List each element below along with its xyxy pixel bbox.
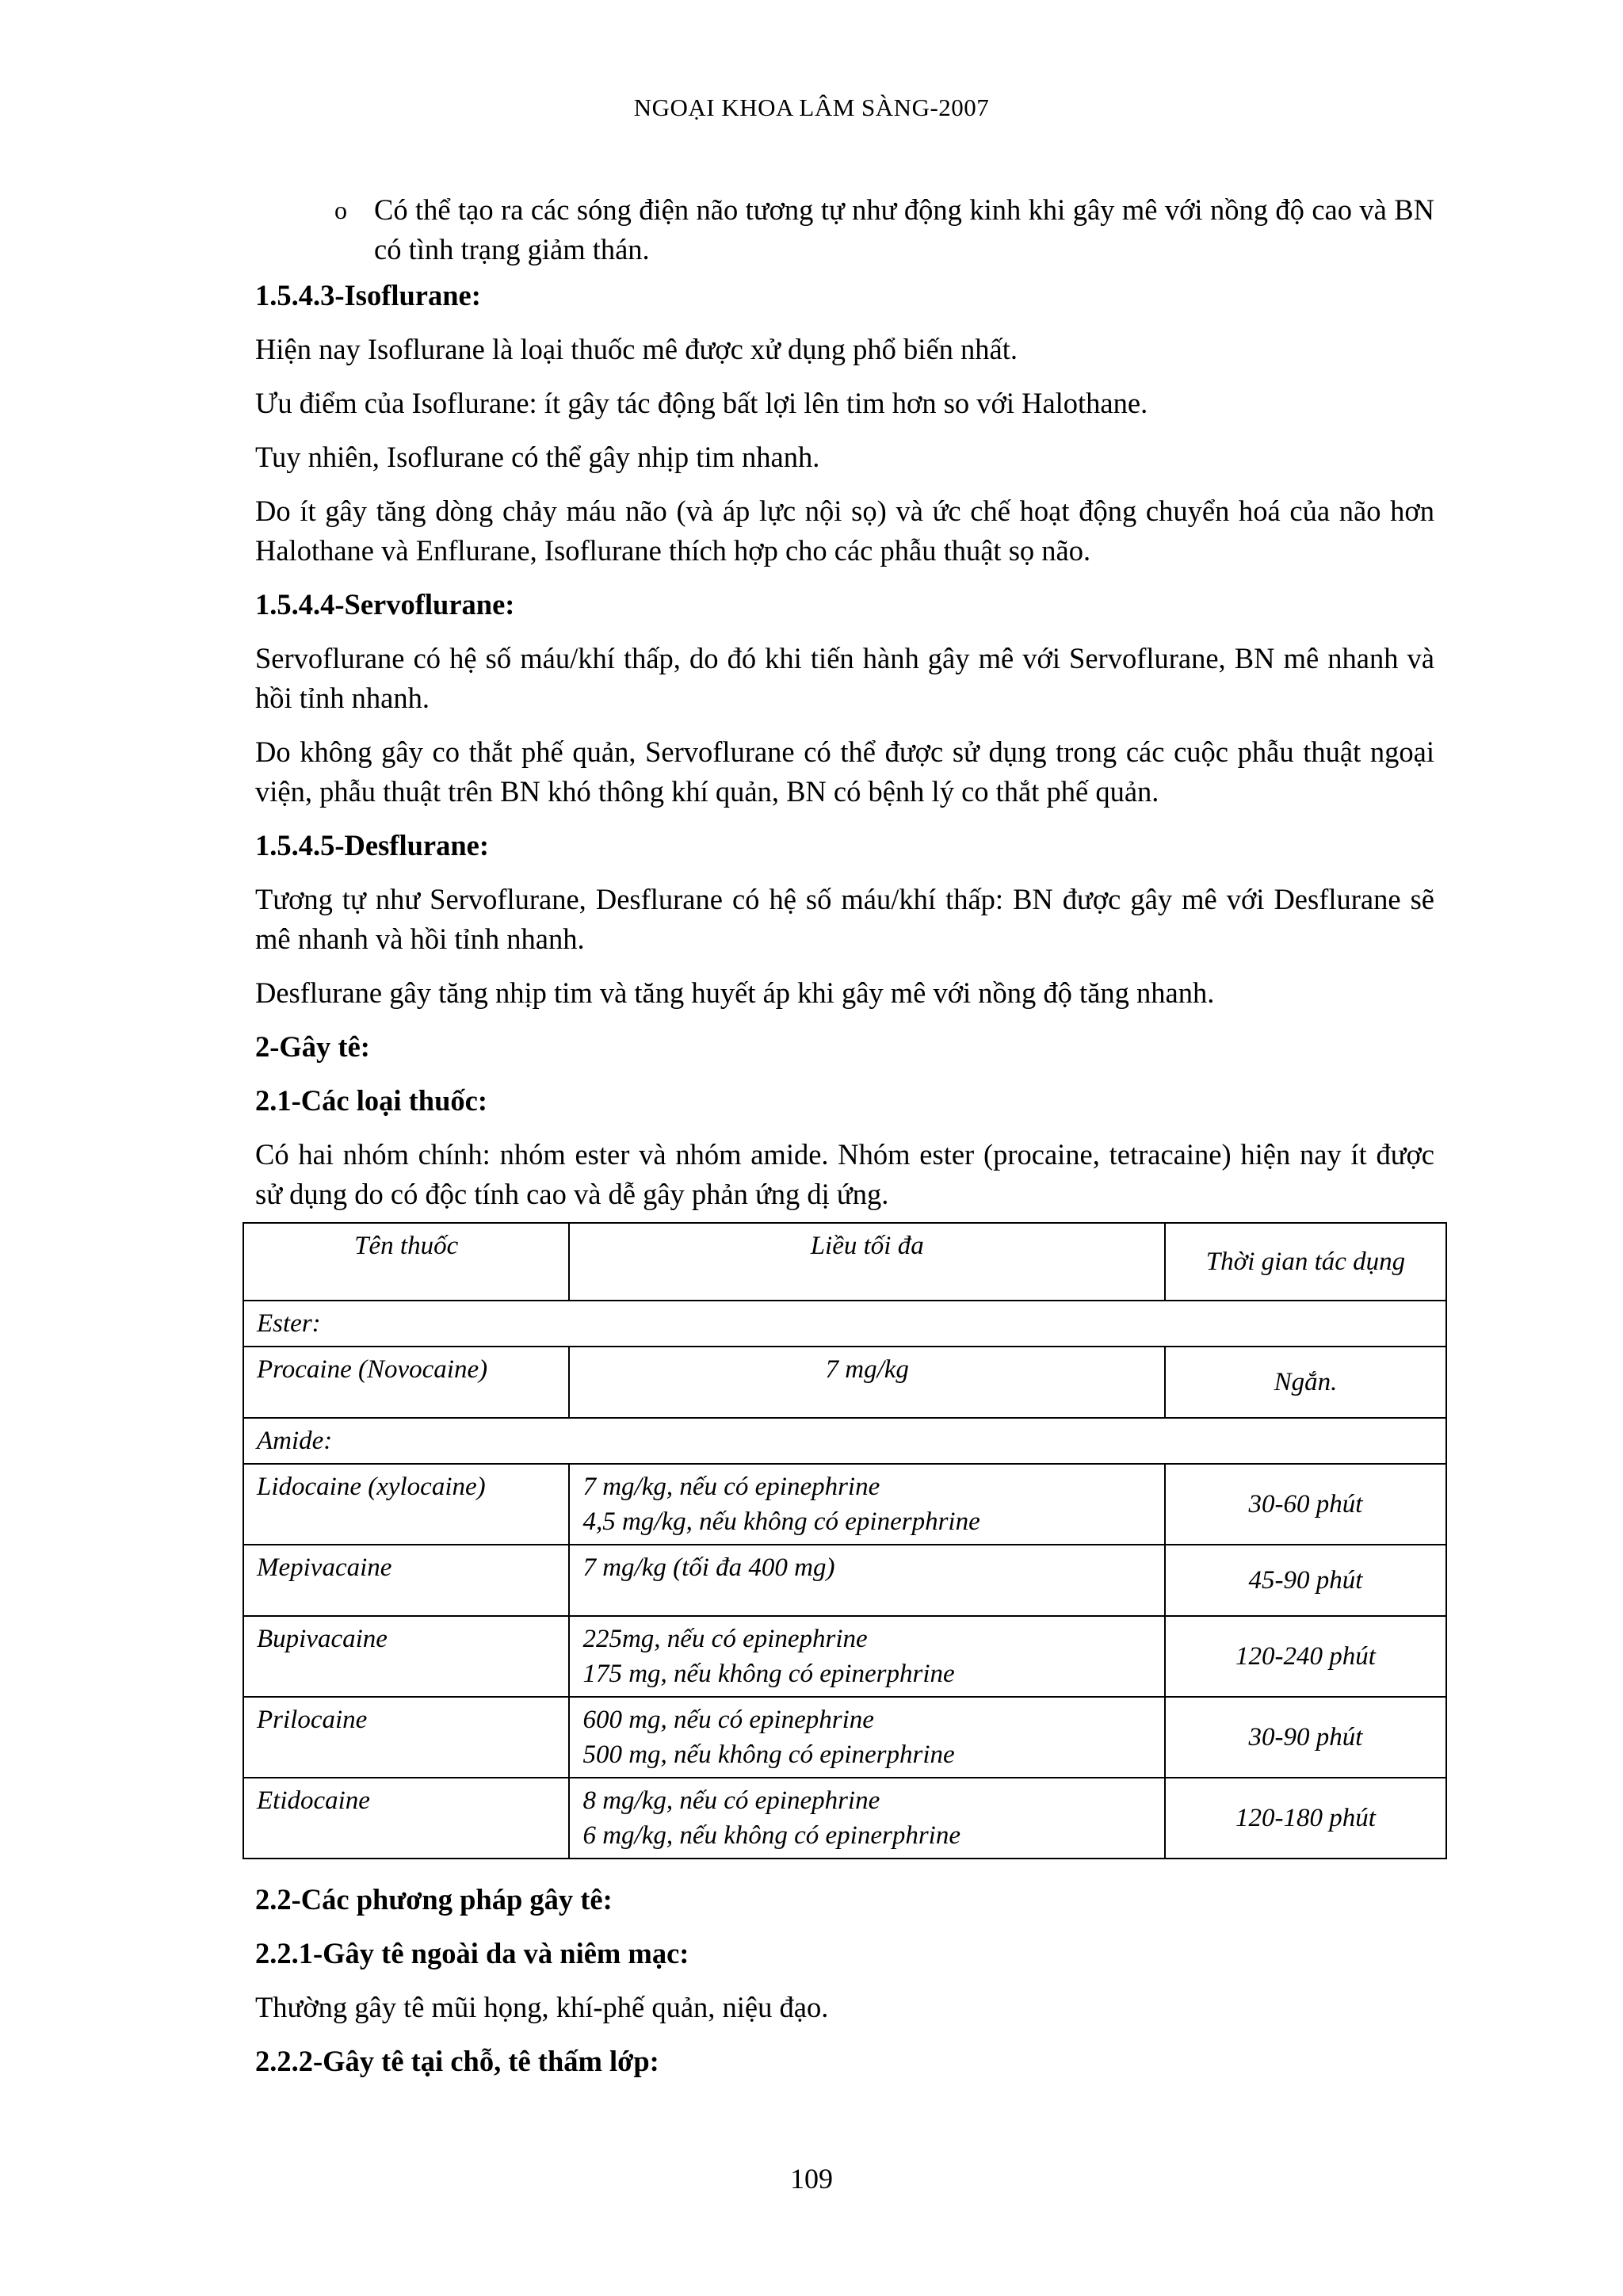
header-drug-name: Tên thuốc — [243, 1223, 569, 1301]
drug-duration: Ngắn. — [1165, 1347, 1446, 1418]
table-header-row — [243, 1223, 1446, 1301]
table-row — [243, 1697, 1446, 1778]
drug-dose — [569, 1697, 1165, 1778]
dose-line: 4,5 mg/kg, nếu không có epinerphrine — [582, 1507, 980, 1536]
dose-line: 8 mg/kg, nếu có epinephrine — [582, 1786, 880, 1815]
drug-duration: 45-90 phút — [1165, 1545, 1446, 1616]
amide-group-label: Amide: — [243, 1418, 1446, 1464]
isoflurane-heading: 1.5.4.3-Isoflurane: — [255, 279, 481, 311]
dose-line: 7 mg/kg, nếu có epinephrine — [582, 1473, 880, 1501]
dose-line: 175 mg, nếu không có epinerphrine — [582, 1660, 955, 1688]
header-duration: Thời gian tác dụng — [1165, 1223, 1446, 1301]
paragraph: Ưu điểm của Isoflurane: ít gây tác động bất lợi lên tim hơn so với Halothane. — [255, 387, 1148, 419]
drug-dose — [569, 1616, 1165, 1697]
dose-line: 6 mg/kg, nếu không có epinerphrine — [582, 1821, 960, 1850]
ester-group-label: Ester: — [243, 1301, 1446, 1347]
drug-name: Procaine (Novocaine) — [243, 1347, 569, 1418]
paragraph: Tương tự như Servoflurane, Desflurane có hệ số máu/khí thấp: BN được gây mê với Desflurane sẽ mê nhanh và hồi tỉnh nhanh. — [255, 883, 1434, 955]
running-header: NGOẠI KHOA LÂM SÀNG-2007 — [633, 94, 990, 121]
gay-te-heading: 2-Gây tê: — [255, 1030, 370, 1063]
drug-name: Prilocaine — [243, 1697, 569, 1778]
paragraph: Servoflurane có hệ số máu/khí thấp, do đó khi tiến hành gây mê với Servoflurane, BN mê nhanh và hồi tỉnh nhanh. — [255, 642, 1434, 714]
methods-heading: 2.2-Các phương pháp gây tê: — [255, 1883, 613, 1916]
drug-dose — [569, 1545, 1165, 1616]
drug-name: Mepivacaine — [243, 1545, 569, 1616]
paragraph: Hiện nay Isoflurane là loại thuốc mê được xử dụng phổ biến nhất. — [255, 333, 1018, 365]
dose-line: 600 mg, nếu có epinephrine — [582, 1706, 874, 1734]
drug-duration: 120-240 phút — [1165, 1616, 1446, 1697]
table-row — [243, 1778, 1446, 1859]
drug-name: Bupivacaine — [243, 1616, 569, 1697]
table-row — [243, 1347, 1446, 1418]
infiltration-heading: 2.2.2-Gây tê tại chỗ, tê thấm lớp: — [255, 2045, 659, 2077]
table-row — [243, 1464, 1446, 1545]
table-group-row — [243, 1301, 1446, 1347]
anesthetic-drug-table — [242, 1222, 1447, 1859]
drug-name: Lidocaine (xylocaine) — [243, 1464, 569, 1545]
bullet-marker: o — [334, 196, 347, 224]
desflurane-heading: 1.5.4.5-Desflurane: — [255, 829, 489, 861]
dose-line: 7 mg/kg (tối đa 400 mg) — [582, 1553, 835, 1582]
dose-line: 500 mg, nếu không có epinerphrine — [582, 1740, 955, 1769]
drug-dose — [569, 1778, 1165, 1859]
paragraph: Tuy nhiên, Isoflurane có thể gây nhịp tim nhanh. — [255, 441, 820, 473]
bullet-text: Có thể tạo ra các sóng điện não tương tự như động kinh khi gây mê với nồng độ cao và BN có tình trạng giảm thán. — [374, 193, 1434, 266]
paragraph: Thường gây tê mũi họng, khí-phế quản, niệu đạo. — [255, 1991, 829, 2023]
drug-duration: 30-90 phút — [1165, 1697, 1446, 1778]
page-number: 109 — [790, 2163, 833, 2195]
page-content — [255, 190, 1434, 2095]
topical-heading: 2.2.1-Gây tê ngoài da và niêm mạc: — [255, 1937, 689, 1969]
table-row — [243, 1545, 1446, 1616]
table-row — [243, 1616, 1446, 1697]
paragraph: Do ít gây tăng dòng chảy máu não (và áp lực nội sọ) và ức chế hoạt động chuyển hoá của não hơn Halothane và Enflurane, Isoflurane thích hợp cho các phẫu thuật sọ não. — [255, 495, 1434, 567]
drug-dose: 7 mg/kg — [569, 1347, 1165, 1418]
paragraph: Do không gây co thắt phế quản, Servoflurane có thể được sử dụng trong các cuộc phẫu thuật ngoại viện, phẫu thuật trên BN khó thông khí quản, BN có bệnh lý co thắt phế quản. — [255, 735, 1434, 808]
drug-duration: 120-180 phút — [1165, 1778, 1446, 1859]
dose-line: 225mg, nếu có epinephrine — [582, 1625, 868, 1653]
drug-name: Etidocaine — [243, 1778, 569, 1859]
table-group-row — [243, 1418, 1446, 1464]
bullet-item — [255, 190, 1434, 269]
paragraph: Có hai nhóm chính: nhóm ester và nhóm amide. Nhóm ester (procaine, tetracaine) hiện nay ít được sử dụng do có độc tính cao và dễ gây phản ứng dị ứng. — [255, 1138, 1434, 1210]
drug-duration: 30-60 phút — [1165, 1464, 1446, 1545]
header-max-dose: Liều tối đa — [569, 1223, 1165, 1301]
drug-dose — [569, 1464, 1165, 1545]
paragraph: Desflurane gây tăng nhịp tim và tăng huyết áp khi gây mê với nồng độ tăng nhanh. — [255, 976, 1215, 1009]
servoflurane-heading: 1.5.4.4-Servoflurane: — [255, 588, 515, 621]
drug-types-heading: 2.1-Các loại thuốc: — [255, 1084, 487, 1117]
